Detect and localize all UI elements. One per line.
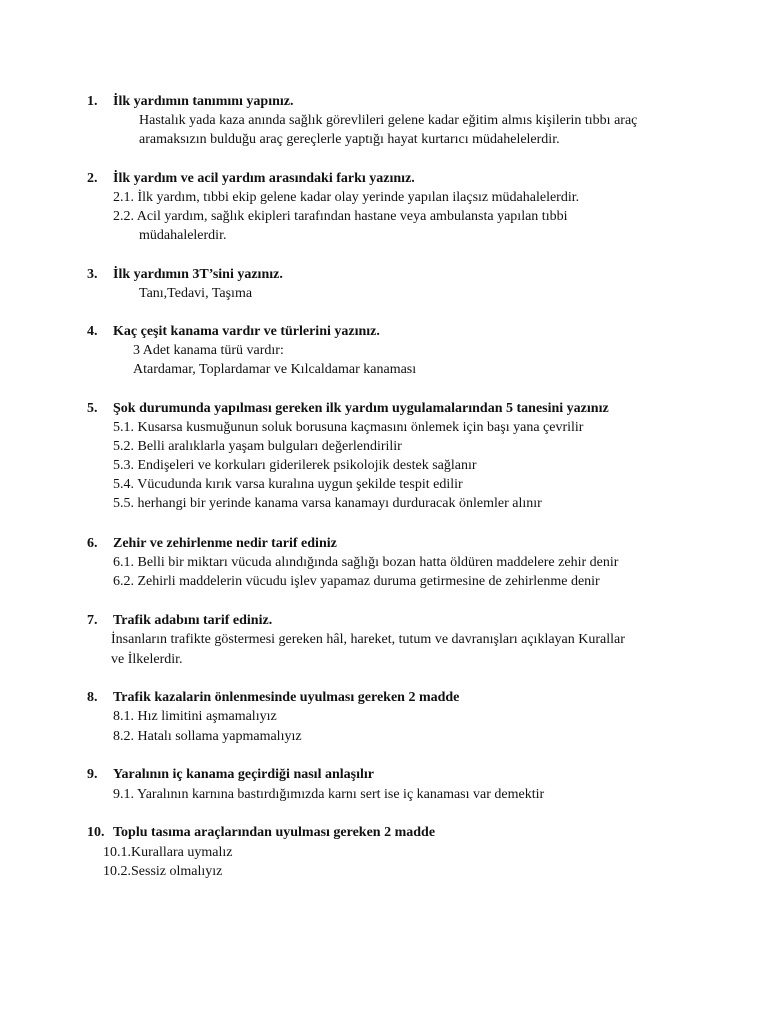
question-number: 9.	[87, 767, 98, 782]
question-title: Şok durumunda yapılması gereken ilk yardım uygulamalarından 5 tanesini yazınız	[113, 401, 609, 416]
answer-line: 10.1.Kurallara uymalız	[103, 845, 233, 860]
question-number: 6.	[87, 536, 98, 551]
question-number: 2.	[87, 171, 98, 186]
question-title: Yaralının iç kanama geçirdiği nasıl anlaşılır	[113, 767, 374, 782]
question-number: 7.	[87, 613, 98, 628]
answer-line: 8.1. Hız limitini aşmamalıyız	[113, 709, 277, 724]
answer-line: 3 Adet kanama türü vardır:	[133, 343, 284, 358]
answer-line: aramaksızın bulduğu araç gereçlerle yaptığı hayat kurtarıcı müdahelelerdir.	[139, 132, 560, 147]
question-title: İlk yardımın 3T’sini yazınız.	[113, 267, 283, 282]
answer-line: 2.1. İlk yardım, tıbbi ekip gelene kadar olay yerinde yapılan ilaçsız müdahalelerdir.	[113, 190, 580, 205]
answer-line: 8.2. Hatalı sollama yapmamalıyız	[113, 729, 302, 744]
answer-line: 10.2.Sessiz olmalıyız	[103, 864, 223, 879]
question-number: 5.	[87, 401, 98, 416]
question-title: İlk yardım ve acil yardım arasındaki farkı yazınız.	[113, 171, 415, 186]
question-title: İlk yardımın tanımını yapınız.	[113, 94, 294, 109]
answer-line: Hastalık yada kaza anında sağlık görevlileri gelene kadar eğitim almıs kişilerin tıbbı araç	[139, 113, 638, 128]
answer-line: ve İlkelerdir.	[111, 652, 183, 667]
answer-line: 5.1. Kusarsa kusmuğunun soluk borusuna kaçmasını önlemek için başı yana çevrilir	[113, 420, 584, 435]
answer-line: İnsanların trafikte göstermesi gereken hâl, hareket, tutum ve davranışları açıklayan Kurallar	[111, 632, 625, 647]
question-number: 1.	[87, 94, 98, 109]
answer-line: Tanı,Tedavi, Taşıma	[139, 286, 253, 301]
question-number: 4.	[87, 324, 98, 339]
question-title: Trafik kazalarin önlenmesinde uyulması gereken 2 madde	[113, 690, 460, 705]
question-title: Trafik adabını tarif ediniz.	[113, 613, 273, 628]
question-title: Kaç çeşit kanama vardır ve türlerini yazınız.	[113, 324, 380, 339]
question-title: Toplu tasıma araçlarından uyulması gereken 2 madde	[113, 825, 436, 840]
answer-line: müdahalelerdir.	[139, 228, 227, 243]
answer-line: 9.1. Yaralının karnına bastırdığımızda karnı sert ise iç kanaması var demektir	[113, 787, 545, 802]
answer-line: Atardamar, Toplardamar ve Kılcaldamar kanaması	[133, 362, 417, 377]
answer-line: 6.2. Zehirli maddelerin vücudu işlev yapamaz duruma getirmesine de zehirlenme denir	[113, 574, 600, 589]
answer-line: 5.3. Endişeleri ve korkuları giderilerek psikolojik destek sağlanır	[113, 458, 477, 473]
answer-line: 5.5. herhangi bir yerinde kanama varsa kanamayı durduracak önlemler alınır	[113, 496, 542, 511]
question-number: 8.	[87, 690, 98, 705]
question-number: 10.	[87, 825, 105, 840]
answer-line: 6.1. Belli bir miktarı vücuda alındığında sağlığı bozan hatta öldüren maddelere zehir denir	[113, 555, 619, 570]
question-title: Zehir ve zehirlenme nedir tarif ediniz	[113, 536, 337, 551]
answer-line: 2.2. Acil yardım, sağlık ekipleri tarafından hastane veya ambulansta yapılan tıbbi	[113, 209, 568, 224]
answer-line: 5.4. Vücudunda kırık varsa kuralına uygun şekilde tespit edilir	[113, 477, 463, 492]
question-number: 3.	[87, 267, 98, 282]
answer-line: 5.2. Belli aralıklarla yaşam bulguları değerlendirilir	[113, 439, 402, 454]
